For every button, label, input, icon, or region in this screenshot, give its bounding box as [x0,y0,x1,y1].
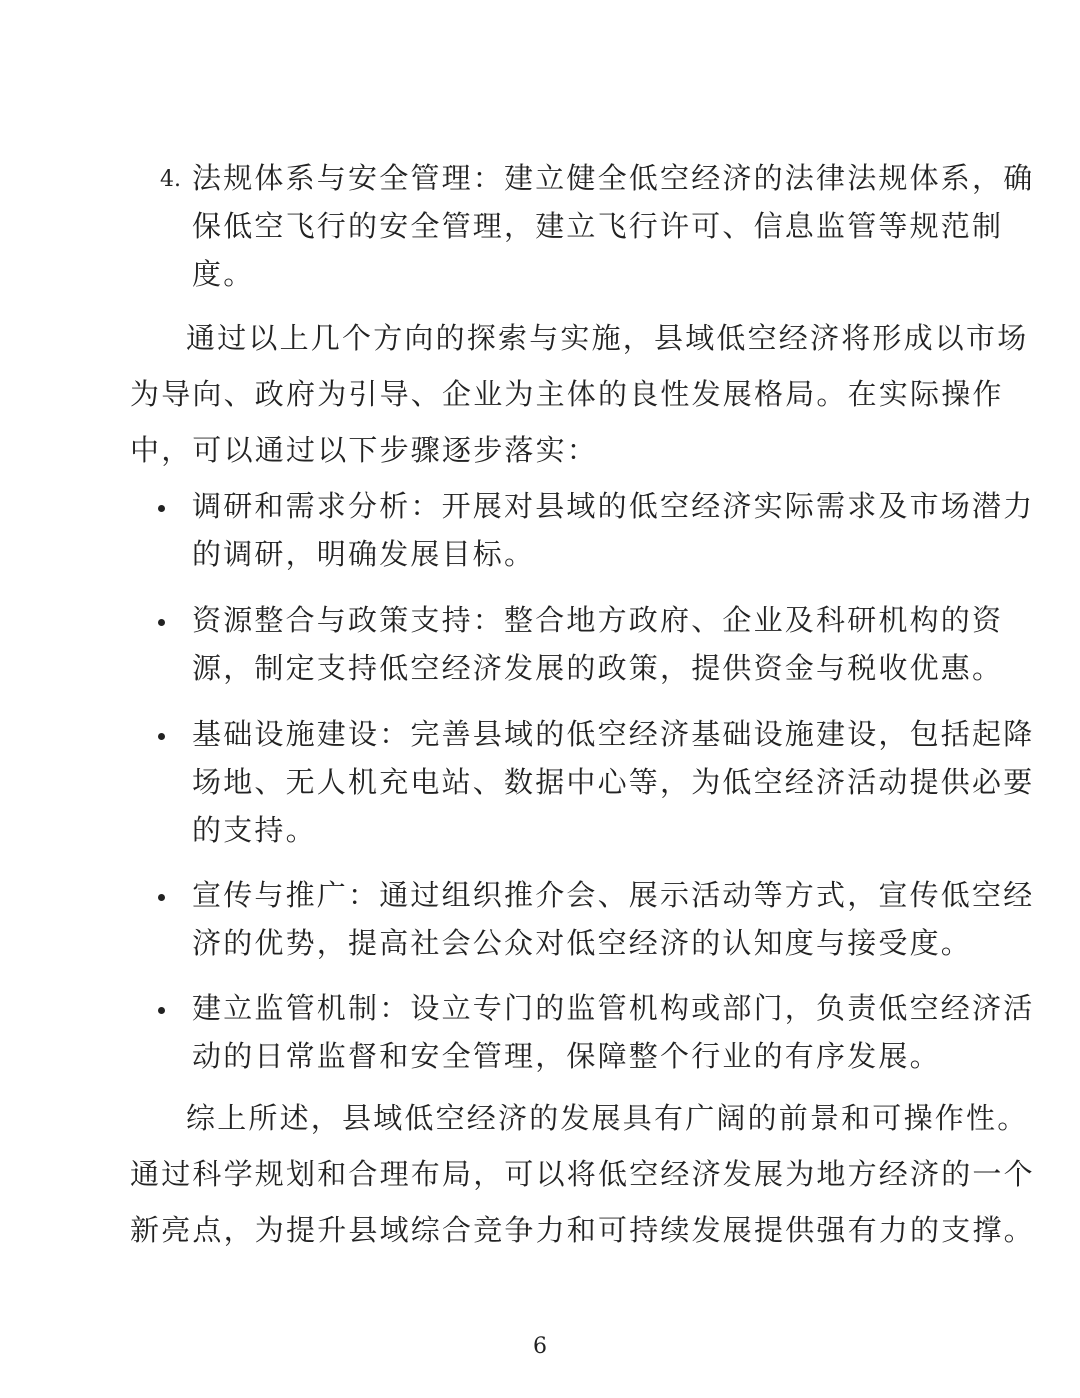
paragraph-line: 中，可以通过以下步骤逐步落实： [130,433,599,467]
list-number: 4. [160,167,181,192]
bullet-item-line: 场地、无人机充电站、数据中心等，为低空经济活动提供必要 [192,765,1035,799]
paragraph-line: 综上所述，县域低空经济的发展具有广阔的前景和可操作性。 [186,1101,1029,1135]
bullet-item-line: 基础设施建设：完善县域的低空经济基础设施建设，包括起降 [192,717,1035,751]
bullet-icon [158,619,165,626]
bullet-item-line: 动的日常监督和安全管理，保障整个行业的有序发展。 [192,1039,941,1073]
numbered-item-line: 度。 [192,257,255,291]
bullet-icon [158,894,165,901]
paragraph-line: 通过以上几个方向的探索与实施，县域低空经济将形成以市场 [186,321,1029,355]
bullet-item-line: 调研和需求分析：开展对县域的低空经济实际需求及市场潜力 [192,489,1035,523]
paragraph-line: 通过科学规划和合理布局，可以将低空经济发展为地方经济的一个 [130,1157,1035,1191]
numbered-item-line: 法规体系与安全管理：建立健全低空经济的法律法规体系，确 [192,161,1035,195]
bullet-item-line: 宣传与推广：通过组织推介会、展示活动等方式，宣传低空经 [192,878,1035,912]
page-number: 6 [533,1334,547,1359]
bullet-item-line: 建立监管机制：设立专门的监管机构或部门，负责低空经济活 [192,991,1035,1025]
bullet-icon [158,733,165,740]
bullet-item-line: 资源整合与政策支持：整合地方政府、企业及科研机构的资 [192,603,1004,637]
paragraph-line: 为导向、政府为引导、企业为主体的良性发展格局。在实际操作 [130,377,1004,411]
bullet-item-line: 的调研，明确发展目标。 [192,537,536,571]
bullet-item-line: 济的优势，提高社会公众对低空经济的认知度与接受度。 [192,926,973,960]
bullet-item-line: 源，制定支持低空经济发展的政策，提供资金与税收优惠。 [192,651,1004,685]
numbered-item-line: 保低空飞行的安全管理，建立飞行许可、信息监管等规范制 [192,209,1004,243]
bullet-icon [158,505,165,512]
bullet-icon [158,1007,165,1014]
bullet-item-line: 的支持。 [192,813,317,847]
paragraph-line: 新亮点，为提升县域综合竞争力和可持续发展提供强有力的支撑。 [130,1213,1035,1247]
